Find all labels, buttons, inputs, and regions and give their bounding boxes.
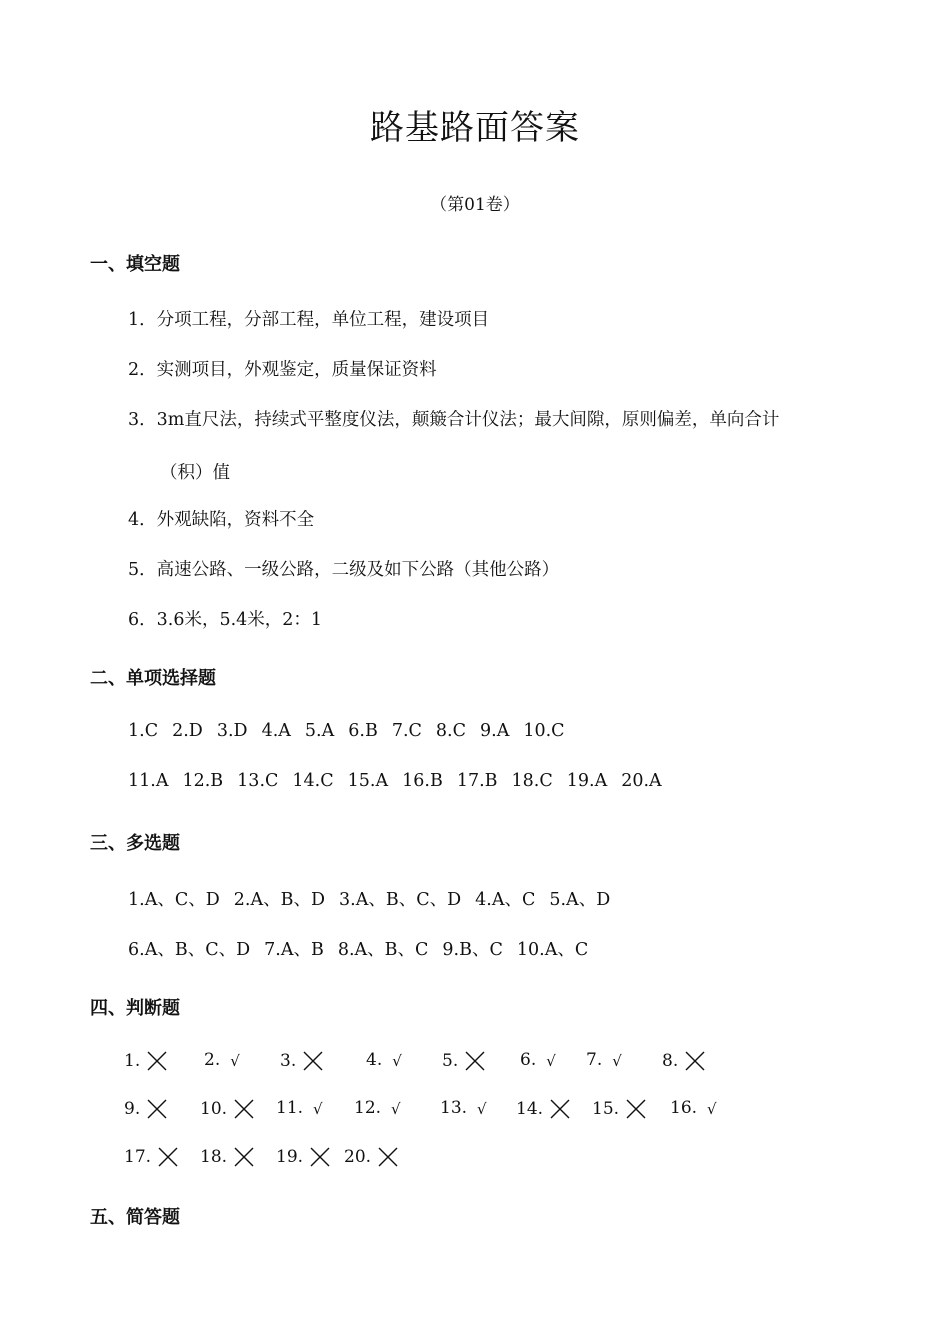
multi-choice-answer: 1.A、C、D — [128, 890, 220, 910]
judgement-item — [276, 1098, 323, 1118]
single-choice-answer: 12.B — [182, 771, 224, 791]
judgement-item — [200, 1098, 255, 1120]
cross-mark-icon — [377, 1146, 399, 1168]
fill-answer-3-continued: （积）值 — [160, 463, 230, 483]
judgement-item — [276, 1146, 331, 1168]
single-choice-answer: 10.C — [523, 721, 565, 741]
cross-mark-icon — [309, 1146, 331, 1168]
judgement-number: 17. — [124, 1146, 152, 1167]
judgement-item — [124, 1098, 168, 1120]
single-choice-answer: 9.A — [480, 721, 510, 741]
cross-mark-icon — [157, 1146, 179, 1168]
judgement-item — [516, 1098, 571, 1120]
cross-mark-icon — [146, 1098, 168, 1120]
judgement-item — [280, 1050, 324, 1072]
judgement-number: 1. — [124, 1050, 141, 1071]
judgement-number: 20. — [344, 1146, 372, 1167]
judgement-number: 19. — [276, 1146, 304, 1167]
judgement-number: 2. — [204, 1050, 221, 1070]
multi-choice-row-2 — [128, 936, 602, 961]
judgement-item — [200, 1146, 255, 1168]
multi-choice-answer: 3.A、B、C、D — [339, 890, 462, 910]
fill-answer-5: 5．高速公路、一级公路，二级及如下公路（其他公路） — [128, 560, 560, 580]
multi-choice-answer: 10.A、C — [516, 940, 589, 960]
cross-mark-icon — [233, 1146, 255, 1168]
judgement-number: 15. — [592, 1098, 620, 1119]
judgement-number: 11. — [276, 1098, 304, 1118]
judgement-number: 8. — [662, 1050, 679, 1071]
single-choice-row-1 — [128, 721, 579, 741]
fill-answer-3: 3．3m直尺法，持续式平整度仪法，颠簸合计仪法；最大间隙，原则偏差，单向合计 — [128, 410, 780, 430]
judgement-item — [440, 1098, 487, 1118]
document-subtitle: （第01卷） — [430, 195, 520, 215]
cross-mark-icon — [549, 1098, 571, 1120]
section-heading-multi-choice: 三、多选题 — [90, 833, 180, 854]
judgement-item — [344, 1146, 399, 1168]
section-heading-fill: 一、填空题 — [90, 254, 180, 275]
section-heading-judgement: 四、判断题 — [90, 998, 180, 1019]
judgement-number: 14. — [516, 1098, 544, 1119]
check-mark-icon: √ — [230, 1051, 240, 1070]
cross-mark-icon — [625, 1098, 647, 1120]
judgement-item — [520, 1050, 556, 1070]
fill-answer-2: 2．实测项目，外观鉴定，质量保证资料 — [128, 360, 437, 380]
multi-choice-answer: 7.A、B — [264, 940, 324, 960]
judgement-item — [442, 1050, 486, 1072]
single-choice-answer: 14.C — [292, 771, 334, 791]
judgement-number: 7. — [586, 1050, 603, 1070]
single-choice-answer: 2.D — [172, 721, 203, 741]
judgement-number: 6. — [520, 1050, 537, 1070]
single-choice-row-2 — [128, 771, 676, 791]
single-choice-answer: 1.C — [128, 721, 159, 741]
judgement-number: 13. — [440, 1098, 468, 1118]
single-choice-answer: 19.A — [566, 771, 608, 791]
single-choice-answer: 4.A — [261, 721, 291, 741]
check-mark-icon: √ — [313, 1099, 323, 1118]
judgement-item — [124, 1050, 168, 1072]
judgement-item — [662, 1050, 706, 1072]
multi-choice-answer: 2.A、B、D — [233, 890, 325, 910]
check-mark-icon: √ — [477, 1099, 487, 1118]
judgement-number: 5. — [442, 1050, 459, 1071]
single-choice-answer: 20.A — [621, 771, 662, 791]
judgement-number: 4. — [366, 1050, 383, 1070]
judgement-number: 12. — [354, 1098, 382, 1118]
judgement-number: 18. — [200, 1146, 228, 1167]
section-heading-single-choice: 二、单项选择题 — [90, 668, 216, 689]
single-choice-answer: 5.A — [304, 721, 335, 741]
judgement-item — [124, 1146, 179, 1168]
single-choice-answer: 16.B — [402, 771, 443, 791]
judgement-item — [204, 1050, 240, 1070]
judgement-number: 16. — [670, 1098, 698, 1118]
cross-mark-icon — [684, 1050, 706, 1072]
single-choice-answer: 18.C — [511, 771, 553, 791]
multi-choice-answer: 8.A、B、C — [337, 940, 429, 960]
multi-choice-answer: 9.B、C — [442, 940, 503, 960]
judgement-number: 10. — [200, 1098, 228, 1119]
cross-mark-icon — [302, 1050, 324, 1072]
cross-mark-icon — [464, 1050, 486, 1072]
single-choice-answer: 17.B — [456, 771, 498, 791]
single-choice-answer: 8.C — [435, 721, 466, 741]
judgement-number: 9. — [124, 1098, 141, 1119]
judgement-item — [354, 1098, 401, 1118]
single-choice-answer: 11.A — [128, 771, 169, 791]
fill-answer-6: 6．3.6米，5.4米，2：1 — [128, 610, 323, 630]
single-choice-answer: 3.D — [216, 721, 248, 741]
fill-answer-1: 1．分项工程，分部工程，单位工程，建设项目 — [128, 310, 490, 330]
single-choice-answer: 15.A — [347, 771, 389, 791]
multi-choice-answer: 6.A、B、C、D — [128, 940, 251, 960]
multi-choice-answer: 4.A、C — [475, 890, 536, 910]
single-choice-answer: 7.C — [391, 721, 422, 741]
check-mark-icon: √ — [392, 1051, 402, 1070]
check-mark-icon: √ — [707, 1099, 717, 1118]
check-mark-icon: √ — [612, 1051, 622, 1070]
document-title: 路基路面答案 — [370, 108, 580, 148]
judgement-item — [670, 1098, 717, 1118]
judgement-number: 3. — [280, 1050, 297, 1071]
section-heading-short-answer: 五、简答题 — [90, 1207, 180, 1228]
multi-choice-row-1 — [128, 886, 624, 911]
judgement-item — [366, 1050, 402, 1070]
check-mark-icon: √ — [546, 1051, 556, 1070]
single-choice-answer: 13.C — [237, 771, 279, 791]
cross-mark-icon — [146, 1050, 168, 1072]
fill-answer-4: 4．外观缺陷，资料不全 — [128, 510, 315, 530]
check-mark-icon: √ — [391, 1099, 401, 1118]
multi-choice-answer: 5.A、D — [549, 890, 611, 910]
cross-mark-icon — [233, 1098, 255, 1120]
single-choice-answer: 6.B — [348, 721, 378, 741]
judgement-item — [592, 1098, 647, 1120]
judgement-item — [586, 1050, 622, 1070]
